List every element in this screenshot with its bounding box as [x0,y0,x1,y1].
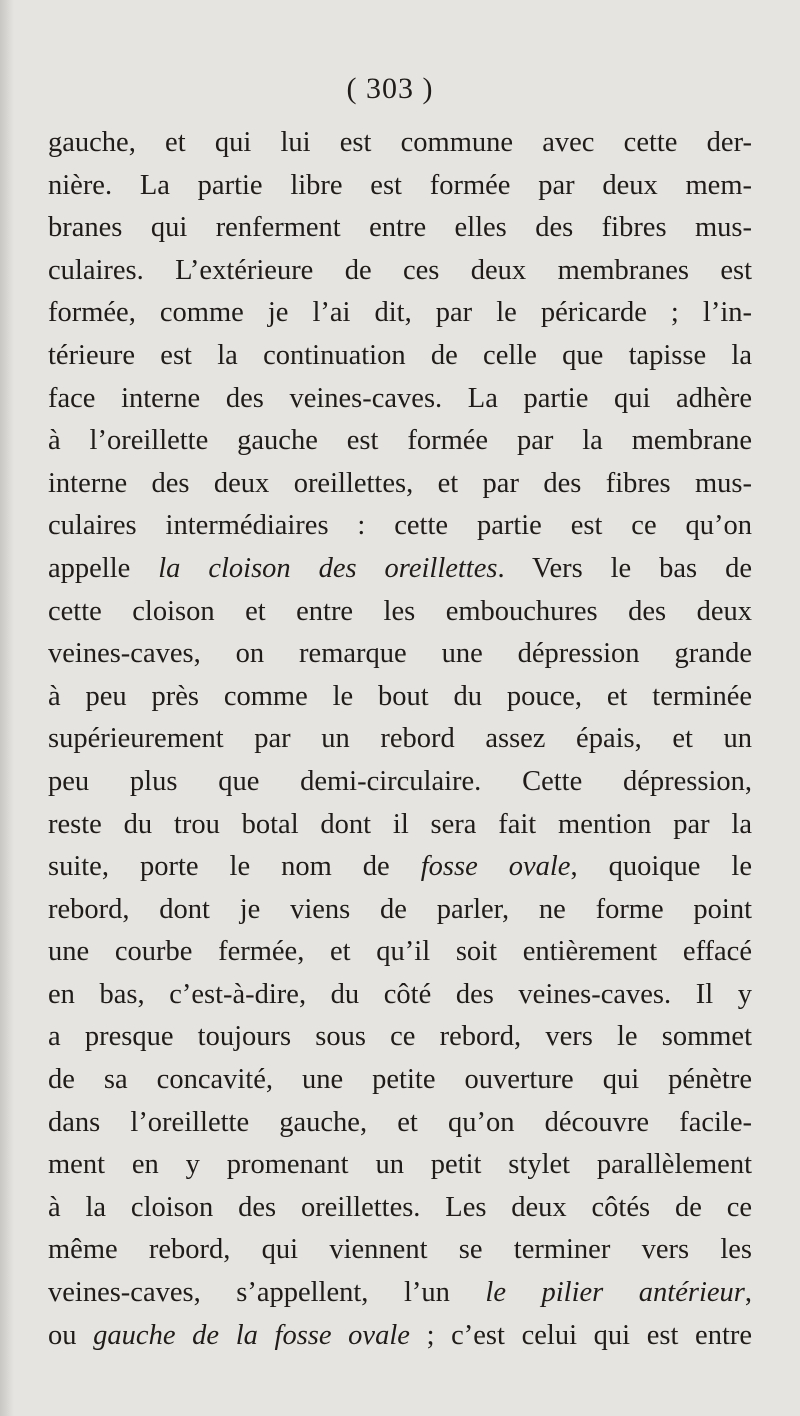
text-line: nière. La partie libre est formée par deux mem- [48,169,752,201]
text-line: formée, comme je l’ai dit, par le péricarde ; l’in- [48,297,752,329]
text-line: de sa concavité, une petite ouverture qui pénètre [48,1064,752,1096]
text-line: à l’oreillette gauche est formée par la membrane [48,425,752,457]
italic-term: le pilier antérieur [485,1277,745,1309]
text-line: gauche, et qui lui est commune avec cette der- [48,127,752,158]
text-line: dans l’oreillette gauche, et qu’on découvre facile- [48,1106,752,1138]
body-text [48,122,752,1357]
text-line: a presque toujours sous ce rebord, vers le sommet [48,1021,752,1053]
text-line: culaires intermédiaires : cette partie est ce qu’on [48,510,752,542]
text-line: ou gauche de la fosse ovale ; c’est celui qui est entre [48,1319,752,1351]
page-number: ( 303 ) [346,72,434,105]
italic-term: fosse ovale [420,851,571,883]
text-line: branes qui renferment entre elles des fibres mus- [48,212,752,244]
text-line: térieure est la continuation de celle que tapisse la [48,339,752,371]
italic-term: gauche de la fosse ovale [93,1319,410,1351]
text-line: rebord, dont je viens de parler, ne forme point [48,893,752,925]
text-line: cette cloison et entre les embouchures des deux [48,595,752,627]
text-line: veines-caves, on remarque une dépression grande [48,638,752,670]
text-line: même rebord, qui viennent se terminer vers les [48,1234,752,1266]
text-line: suite, porte le nom de fosse ovale, quoique le [48,851,752,883]
text-line: à peu près comme le bout du pouce, et terminée [48,680,752,712]
italic-term: la cloison des oreillettes [158,552,498,584]
text-line: veines-caves, s’appellent, l’un le pilier antérieur, [48,1277,752,1309]
text-line: supérieurement par un rebord assez épais, et un [48,723,752,755]
text-line: reste du trou botal dont il sera fait mention par la [48,808,752,840]
text-line: culaires. L’extérieure de ces deux membranes est [48,254,752,286]
text-line: une courbe fermée, et qu’il soit entièrement effacé [48,936,752,968]
text-line: à la cloison des oreillettes. Les deux côtés de ce [48,1191,752,1223]
text-line: appelle la cloison des oreillettes. Vers le bas de [48,552,752,584]
text-line: face interne des veines-caves. La partie qui adhère [48,382,752,414]
text-line: peu plus que demi-circulaire. Cette dépression, [48,765,752,797]
text-line: interne des deux oreillettes, et par des fibres mus- [48,467,752,499]
text-line: ment en y promenant un petit stylet parallèlement [48,1149,752,1181]
text-line: en bas, c’est-à-dire, du côté des veines-caves. Il y [48,978,752,1010]
page-edge-shadow [0,0,14,1416]
